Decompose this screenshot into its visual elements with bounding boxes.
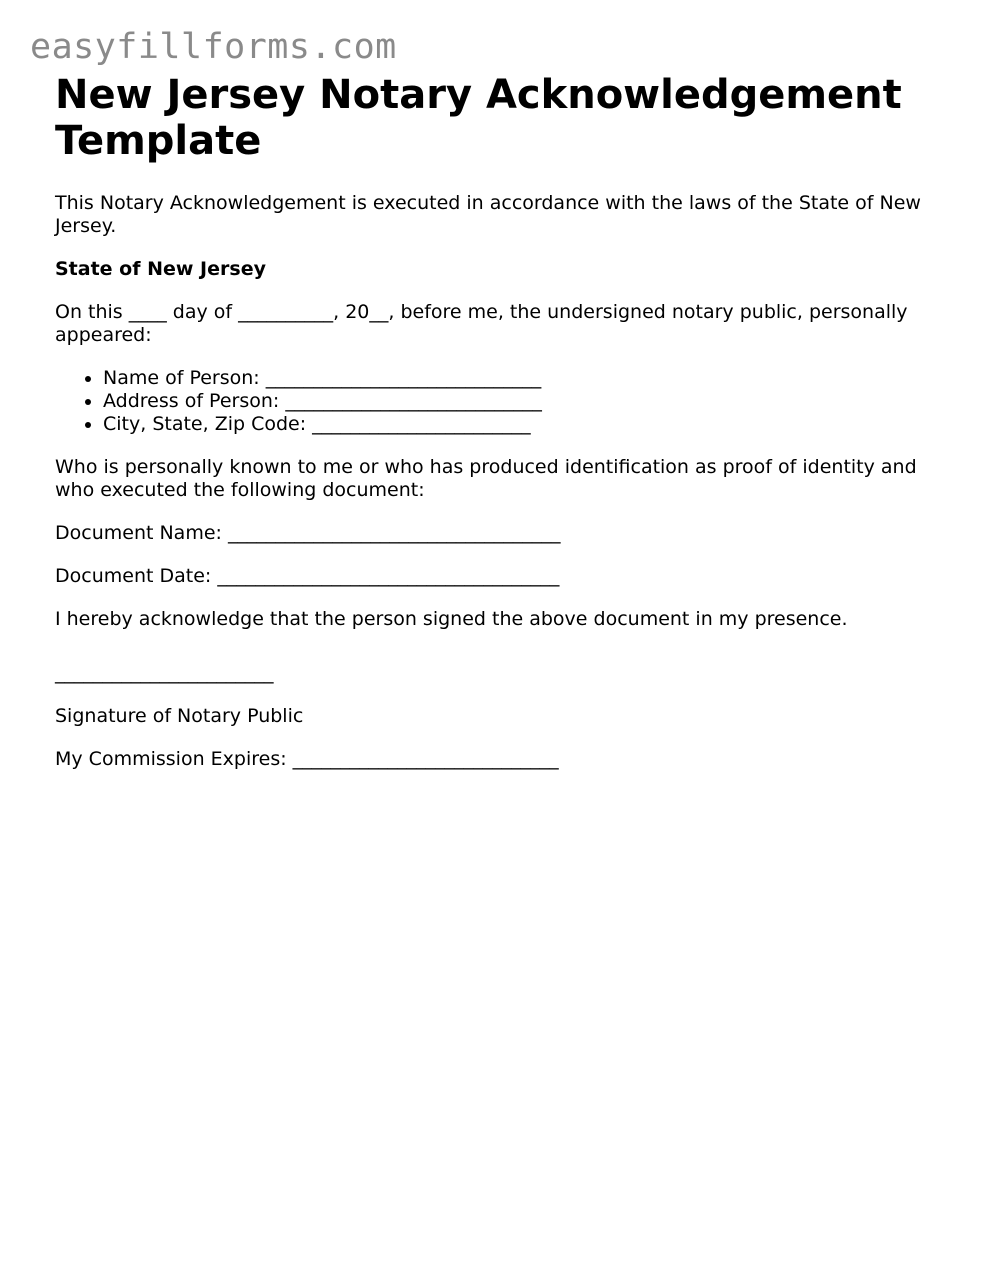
state-heading: State of New Jersey [55,258,266,280]
intro-paragraph: This Notary Acknowledgement is executed in accordance with the laws of the State of New Jersey. [55,192,921,237]
document-title: New Jersey Notary Acknowledgement Template [55,72,902,164]
commission-expires-field: My Commission Expires: ____________________________ [55,748,559,770]
person-field-list [55,367,945,436]
identification-paragraph: Who is personally known to me or who has produced identification as proof of identity and who executed the following document: [55,456,917,501]
appearance-paragraph: On this ____ day of __________, 20__, before me, the undersigned notary public, personally appeared: [55,301,908,346]
signature-line: _______________________ [55,662,274,684]
document [55,72,945,771]
watermark: easyfillforms.com [30,27,397,67]
list-item: • Name of Person: _____________________________ [103,367,945,390]
list-item: • City, State, Zip Code: _______________________ [103,413,945,436]
document-date-field: Document Date: ____________________________________ [55,565,560,587]
list-item: • Address of Person: ___________________________ [103,390,945,413]
acknowledgement-statement: I hereby acknowledge that the person signed the above document in my presence. [55,608,848,630]
document-name-field: Document Name: ___________________________________ [55,522,561,544]
signature-label: Signature of Notary Public [55,705,304,727]
